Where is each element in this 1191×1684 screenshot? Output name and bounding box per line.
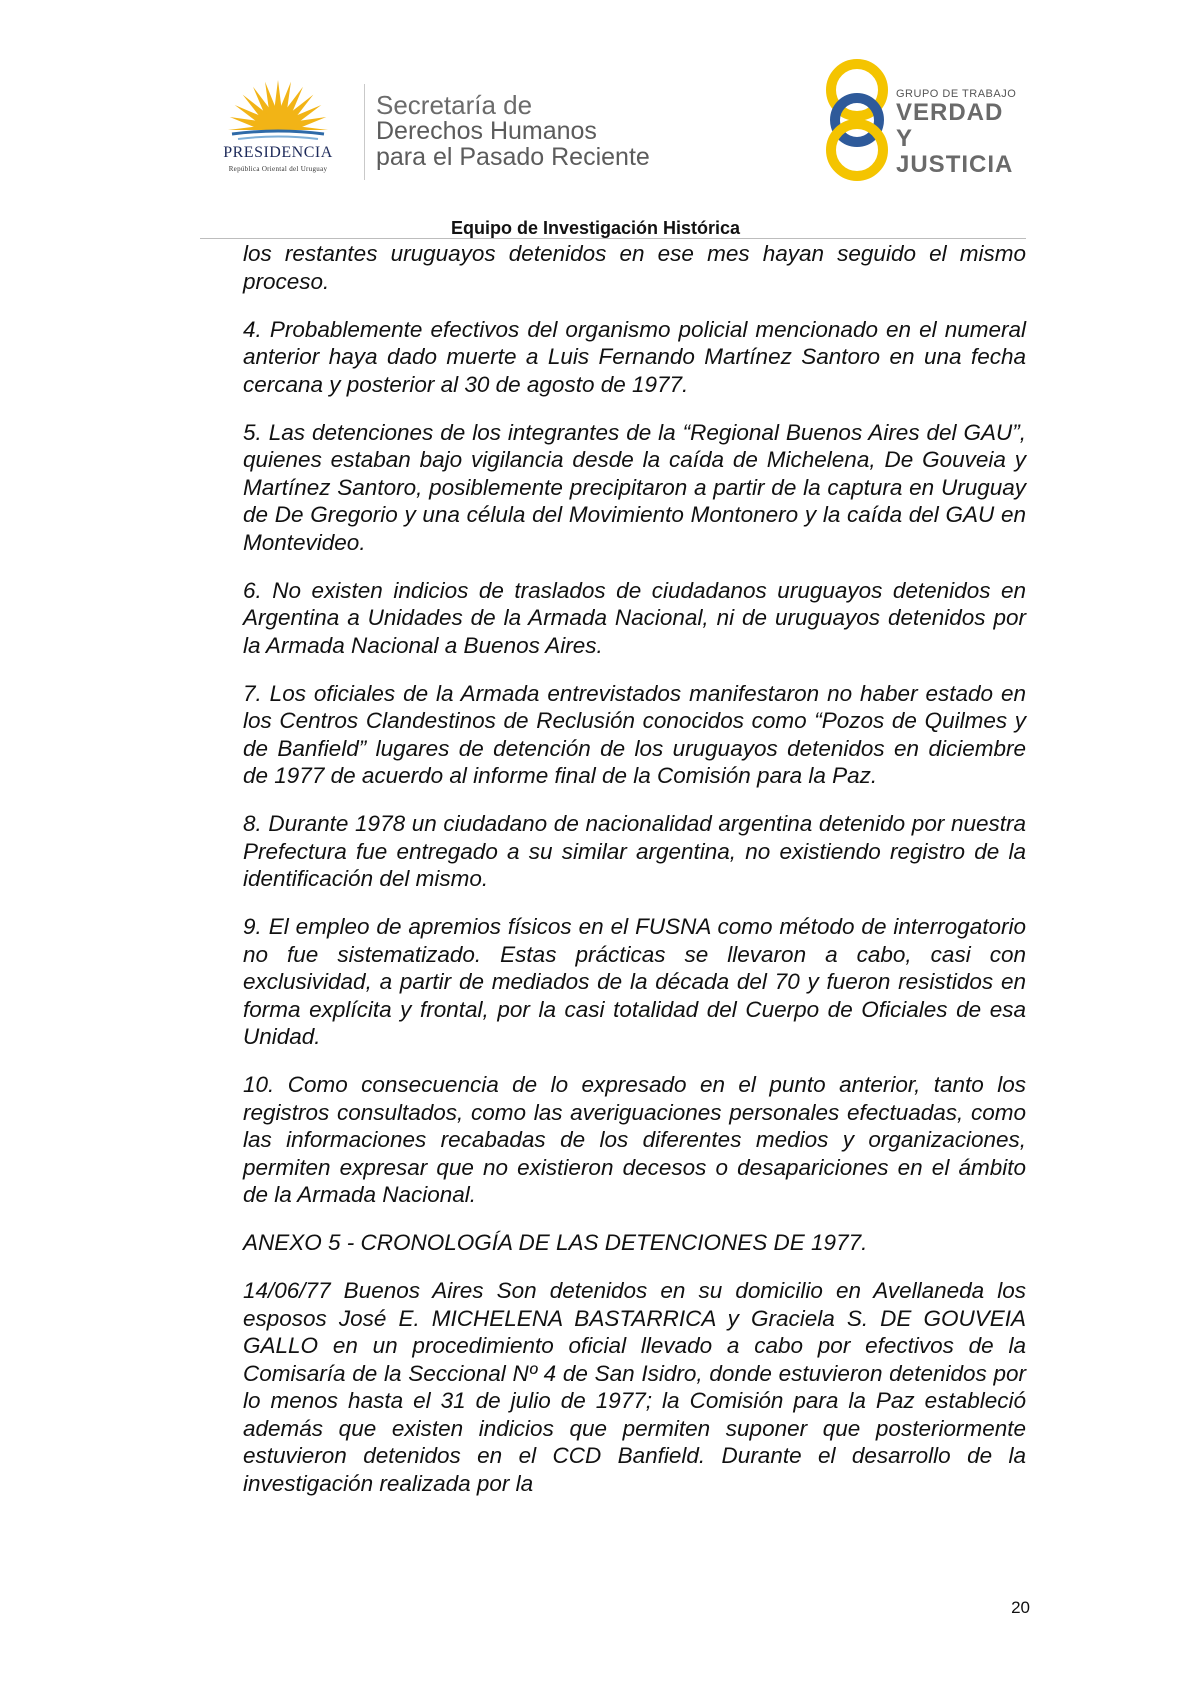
presidencia-subtitle: República Oriental del Uruguay — [228, 165, 328, 173]
secretaria-line-1: Secretaría de — [376, 90, 533, 120]
paragraph-item-4: 4. Probablemente efectivos del organismo policial mencionado en el numeral anterior haya dado muerte a Luis Fernando Martínez Santoro en una fecha cercana y posterior al 30 de agosto de 1977. — [243, 316, 1026, 397]
paragraph-item-9: 9. El empleo de apremios físicos en el FUSNA como método de interrogatorio no fue sistematizado. Estas prácticas se llevaron a cabo, casi con exclusividad, a partir de mediados de la década del 70 y fueron resistidos en forma explícita y frontal, por la casi totalidad del Cuerpo de Oficiales de esa Unidad. — [243, 914, 1026, 1049]
paragraph-item-6: 6. No existen indicios de traslados de ciudadanos uruguayos detenidos en Argentina a Unidades de la Armada Nacional, ni de uruguayos detenidos por la Armada Nacional a Buenos Aires. — [243, 577, 1026, 658]
paragraph-item-8: 8. Durante 1978 un ciudadano de nacionalidad argentina detenido por nuestra Prefectura fue entregado a su similar argentina, no existiendo registro de la identificación del mismo. — [243, 811, 1026, 891]
grupo-trabajo-text — [896, 88, 1022, 178]
paragraph-item-5: 5. Las detenciones de los integrantes de la “Regional Buenos Aires del GAU”, quienes estaban bajo vigilancia desde la caída de Michelena, De Gouveia y Martínez Santoro, posiblemente precipitaron a partir de la captura en Uruguay de De Gregorio y una célula del Movimiento Montonero y la caída del GAU en Montevideo. — [243, 419, 1026, 555]
paragraph-chronology-entry: 14/06/77 Buenos Aires Son detenidos en su domicilio en Avellaneda los esposos José E. MICHELENA BASTARRICA y Graciela S. DE GOUVEIA GALLO en un procedimiento oficial llevado a cabo por efectivos de la Comisaría de la Seccional Nº 4 de San Isidro, donde estuvieron detenidos por lo menos hasta el 31 de julio de 1977; la Comisión para la Paz estableció además que existen indicios que permiten suponer que posteriormente estuvieron detenidos en el CCD Banfield. Durante el desarrollo de la investigación realizada por la — [243, 1278, 1026, 1496]
document-body — [243, 240, 1026, 1518]
rings-emblem-icon — [822, 58, 892, 183]
header-rule — [200, 238, 1026, 239]
grupo-trabajo-logo — [822, 58, 1022, 183]
grupo-line-1: GRUPO DE TRABAJO — [896, 88, 1017, 100]
secretaria-line-3: para el Pasado Reciente — [376, 143, 650, 171]
grupo-line-3: JUSTICIA — [896, 151, 1014, 178]
paragraph-item-7: 7. Los oficiales de la Armada entrevistados manifestaron no haber estado en los Centros Clandestinos de Reclusión conocidos como “Pozos de Quilmes y de Banfield” lugares de detención de los uruguayos detenidos en diciembre de 1977 de acuerdo al informe final de la Comisión para la Paz. — [243, 680, 1026, 788]
paragraph-continuation: los restantes uruguayos detenidos en ese mes hayan seguido el mismo proceso. — [243, 241, 1026, 294]
secretaria-logo-text — [376, 92, 650, 170]
team-title: Equipo de Investigación Histórica — [450, 218, 741, 238]
presidencia-name: PRESIDENCIA — [223, 144, 333, 161]
page-number: 20 — [1011, 1598, 1030, 1617]
annex-heading: ANEXO 5 - CRONOLOGÍA DE LAS DETENCIONES DE 1977. — [243, 1230, 868, 1255]
paragraph-item-10: 10. Como consecuencia de lo expresado en el punto anterior, tanto los registros consultados, como las averiguaciones personales efectuadas, como las informaciones recabadas de los diferentes medios y organizaciones, permiten expresar que no existieron decesos o desapariciones en el ámbito de la Armada Nacional. — [243, 1072, 1026, 1207]
grupo-line-2: VERDAD Y — [896, 99, 1004, 152]
header-divider — [364, 84, 365, 180]
presidencia-logo — [198, 78, 358, 178]
secretaria-line-2: Derechos Humanos — [376, 117, 597, 145]
sun-emblem-icon — [228, 78, 328, 144]
page-header — [0, 0, 1191, 238]
